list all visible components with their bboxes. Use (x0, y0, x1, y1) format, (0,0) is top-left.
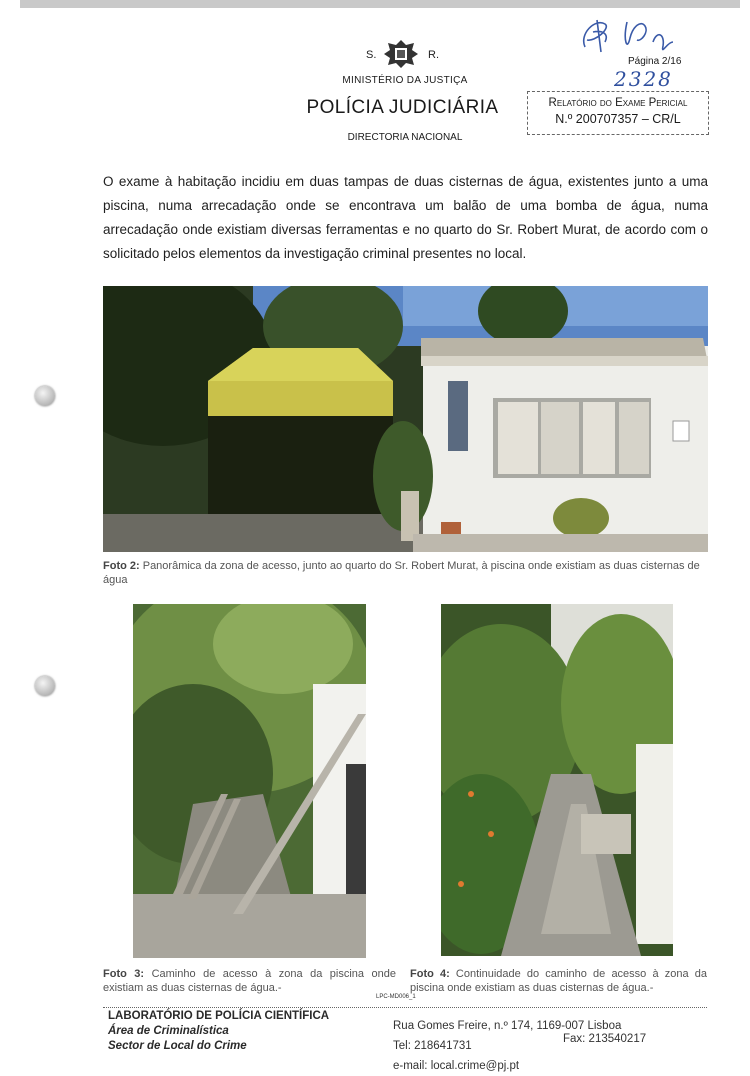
photo-2-caption (103, 559, 708, 587)
photo-3-label: Foto 3: (103, 968, 145, 980)
contact-block (393, 1016, 621, 1076)
crest-left-letter: S. (366, 49, 377, 61)
photo-4-caption (410, 967, 707, 995)
crest-right-letter: R. (428, 49, 439, 61)
page-number: Página 2/16 (628, 56, 682, 67)
coat-of-arms-icon (382, 38, 420, 70)
report-number: N.º 200707357 – CR/L (555, 112, 681, 126)
photo-4-path (441, 604, 673, 956)
handwritten-stamp-number: 2328 (614, 67, 673, 91)
photo-3-caption-text: Caminho de acesso à zona da piscina onde existiam as duas cisternas de água.- (103, 968, 396, 994)
photo-3-path (133, 604, 366, 958)
photo-3-caption (103, 967, 396, 995)
lab-sector: Sector de Local do Crime (108, 1040, 247, 1052)
photo-4-caption-text: Continuidade do caminho de acesso à zona da piscina onde existiam as duas cisternas de água.- (410, 968, 707, 994)
top-scan-bar (20, 0, 740, 8)
photo-4-label: Foto 4: (410, 968, 450, 980)
body-paragraph: O exame à habitação incidiu em duas tampas de duas cisternas de água, existentes junto a uma piscina, numa arrecadação onde se encontrava um balão de uma bomba de água, numa arrecadação onde existiam diversas ferramentas e no quarto do Sr. Robert Murat, de acordo com o solicitado pelos elementos da investigação criminal presentes no local. (103, 174, 708, 261)
photo-2-caption-text: Panorâmica da zona de acesso, junto ao quarto do Sr. Robert Murat, à piscina onde existiam as duas cisternas de água (103, 560, 700, 586)
ministry-name: MINISTÉRIO DA JUSTIÇA (342, 75, 468, 86)
organization-title: POLÍCIA JUDICIÁRIA (306, 97, 499, 118)
fax: Fax: 213540217 (563, 1033, 647, 1045)
photo-2-label: Foto 2: (103, 560, 140, 572)
report-title: Relatório do Exame Pericial (548, 97, 688, 109)
lab-area: Área de Criminalística (108, 1025, 229, 1037)
lab-block (108, 1009, 329, 1054)
email: e-mail: local.crime@pj.pt (393, 1060, 520, 1072)
punch-hole (35, 676, 55, 696)
lab-name: LABORATÓRIO DE POLÍCIA CIENTÍFICA (108, 1010, 330, 1022)
telephone: Tel: 218641731 (393, 1040, 472, 1052)
directorate-name: DIRECTORIA NACIONAL (347, 132, 463, 143)
report-id-box (527, 91, 709, 135)
punch-hole (35, 386, 55, 406)
form-code: LPC-MD006_1 (376, 994, 416, 1000)
handwritten-signature (575, 12, 705, 62)
footer-divider (103, 1007, 707, 1008)
photo-2-panorama (103, 286, 708, 552)
address: Rua Gomes Freire, n.º 174, 1169-007 Lisboa (393, 1020, 622, 1032)
